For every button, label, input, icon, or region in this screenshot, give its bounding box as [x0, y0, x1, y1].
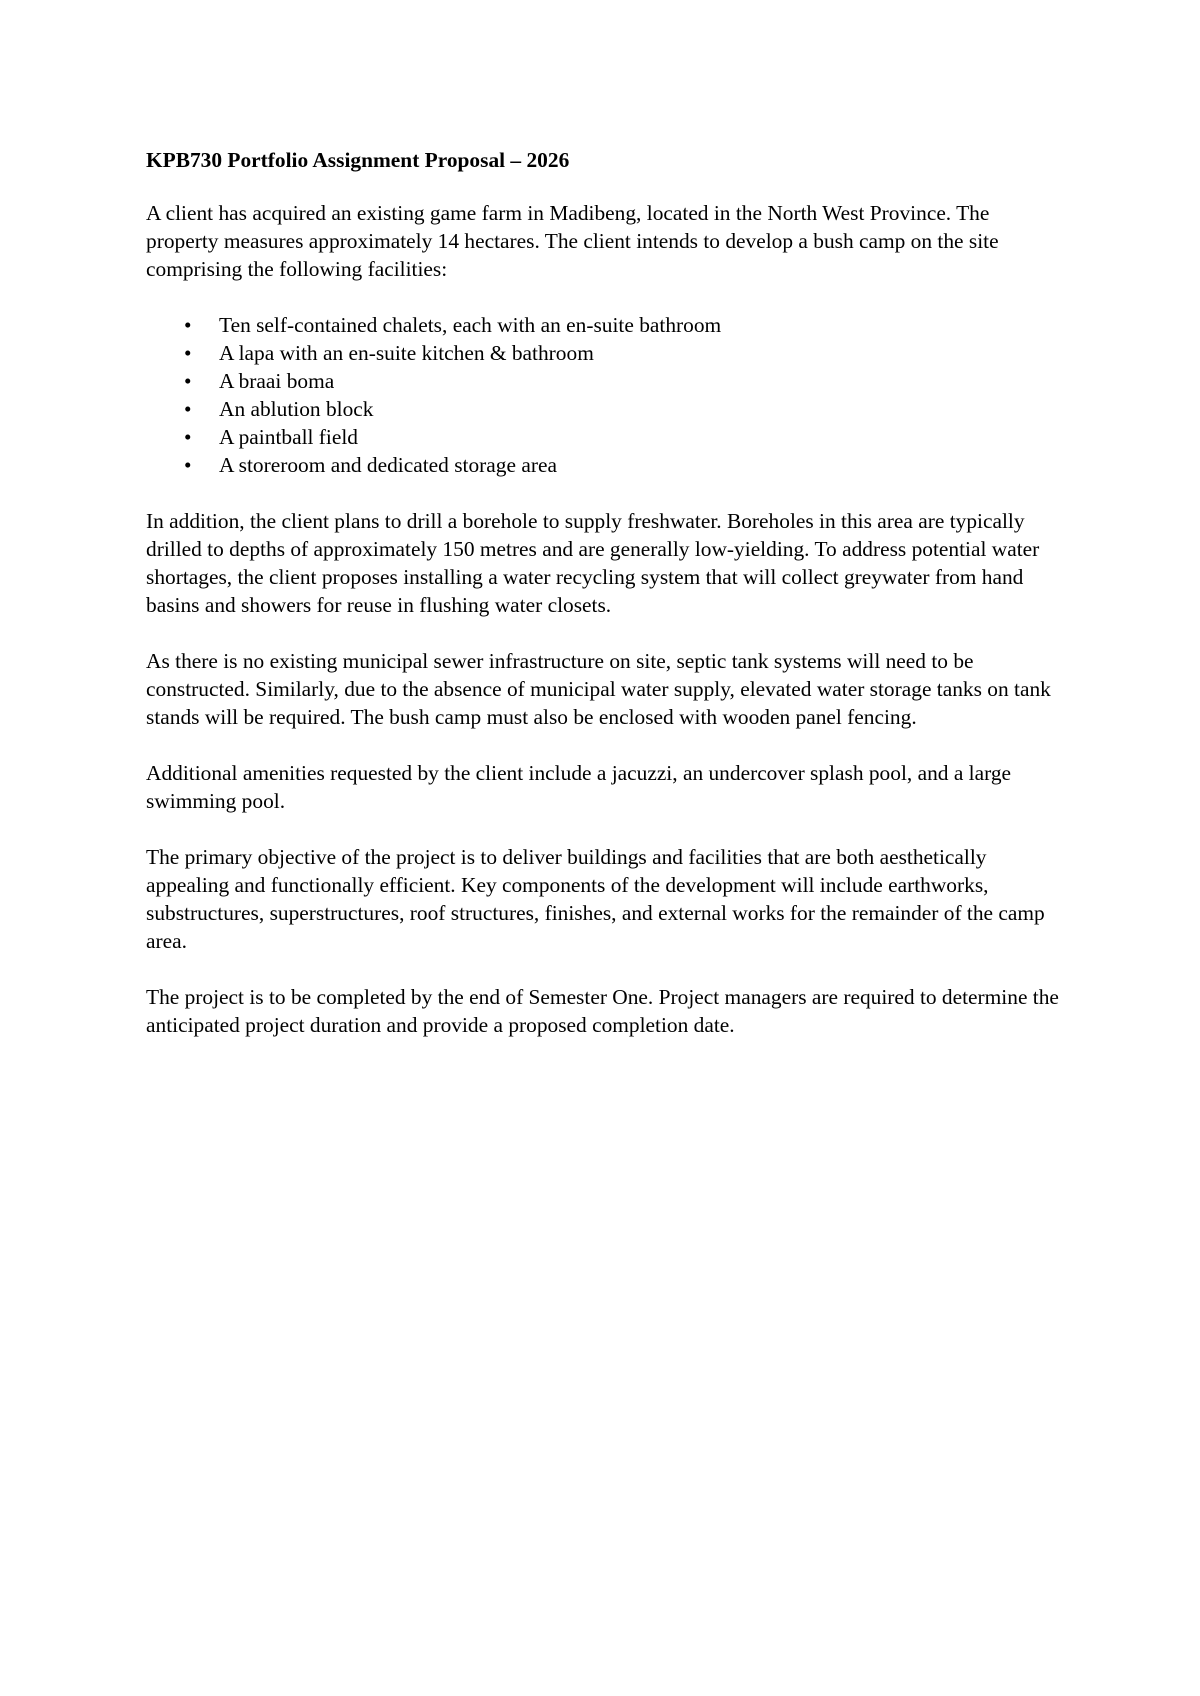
list-item	[146, 451, 1066, 479]
amenities-paragraph: Additional amenities requested by the client include a jacuzzi, an undercover splash pool, and a large swimming pool.	[146, 761, 1012, 813]
bullet-icon: •	[184, 341, 192, 365]
list-item-text: A lapa with an en-suite kitchen & bathroom	[219, 341, 594, 365]
intro-paragraph: A client has acquired an existing game farm in Madibeng, located in the North West Province. The property measures approximately 14 hectares. The client intends to develop a bush camp on the site comprising the following facilities:	[146, 201, 999, 281]
list-item	[146, 395, 1066, 423]
document-body	[146, 146, 1066, 1067]
list-item-text: A braai boma	[219, 369, 335, 393]
facilities-list	[146, 311, 1066, 479]
list-item-text: Ten self-contained chalets, each with an en-suite bathroom	[219, 313, 722, 337]
document-title: KPB730 Portfolio Assignment Proposal – 2026	[146, 148, 570, 172]
infrastructure-paragraph: As there is no existing municipal sewer infrastructure on site, septic tank systems will need to be constructed. Similarly, due to the absence of municipal water supply, elevated water storage tanks on tank stands will be required. The bush camp must also be enclosed with wooden panel fencing.	[146, 649, 1051, 729]
list-item	[146, 367, 1066, 395]
objective-paragraph: The primary objective of the project is to deliver buildings and facilities that are both aesthetically appealing and functionally efficient. Key components of the development will include earthworks, substructures, superstructures, roof structures, finishes, and external works for the remainder of the camp area.	[146, 845, 1045, 953]
bullet-icon: •	[184, 313, 192, 337]
bullet-icon: •	[184, 397, 192, 421]
bullet-icon: •	[184, 453, 192, 477]
schedule-paragraph: The project is to be completed by the end of Semester One. Project managers are required to determine the anticipated project duration and provide a proposed completion date.	[146, 985, 1059, 1037]
list-item-text: A paintball field	[219, 425, 359, 449]
list-item-text: A storeroom and dedicated storage area	[219, 453, 557, 477]
list-item	[146, 339, 1066, 367]
list-item	[146, 423, 1066, 451]
water-paragraph: In addition, the client plans to drill a borehole to supply freshwater. Boreholes in this area are typically drilled to depths of approximately 150 metres and are generally low-yielding. To address potential water shortages, the client proposes installing a water recycling system that will collect greywater from hand basins and showers for reuse in flushing water closets.	[146, 509, 1040, 617]
bullet-icon: •	[184, 425, 192, 449]
list-item	[146, 311, 1066, 339]
list-item-text: An ablution block	[219, 397, 374, 421]
bullet-icon: •	[184, 369, 192, 393]
